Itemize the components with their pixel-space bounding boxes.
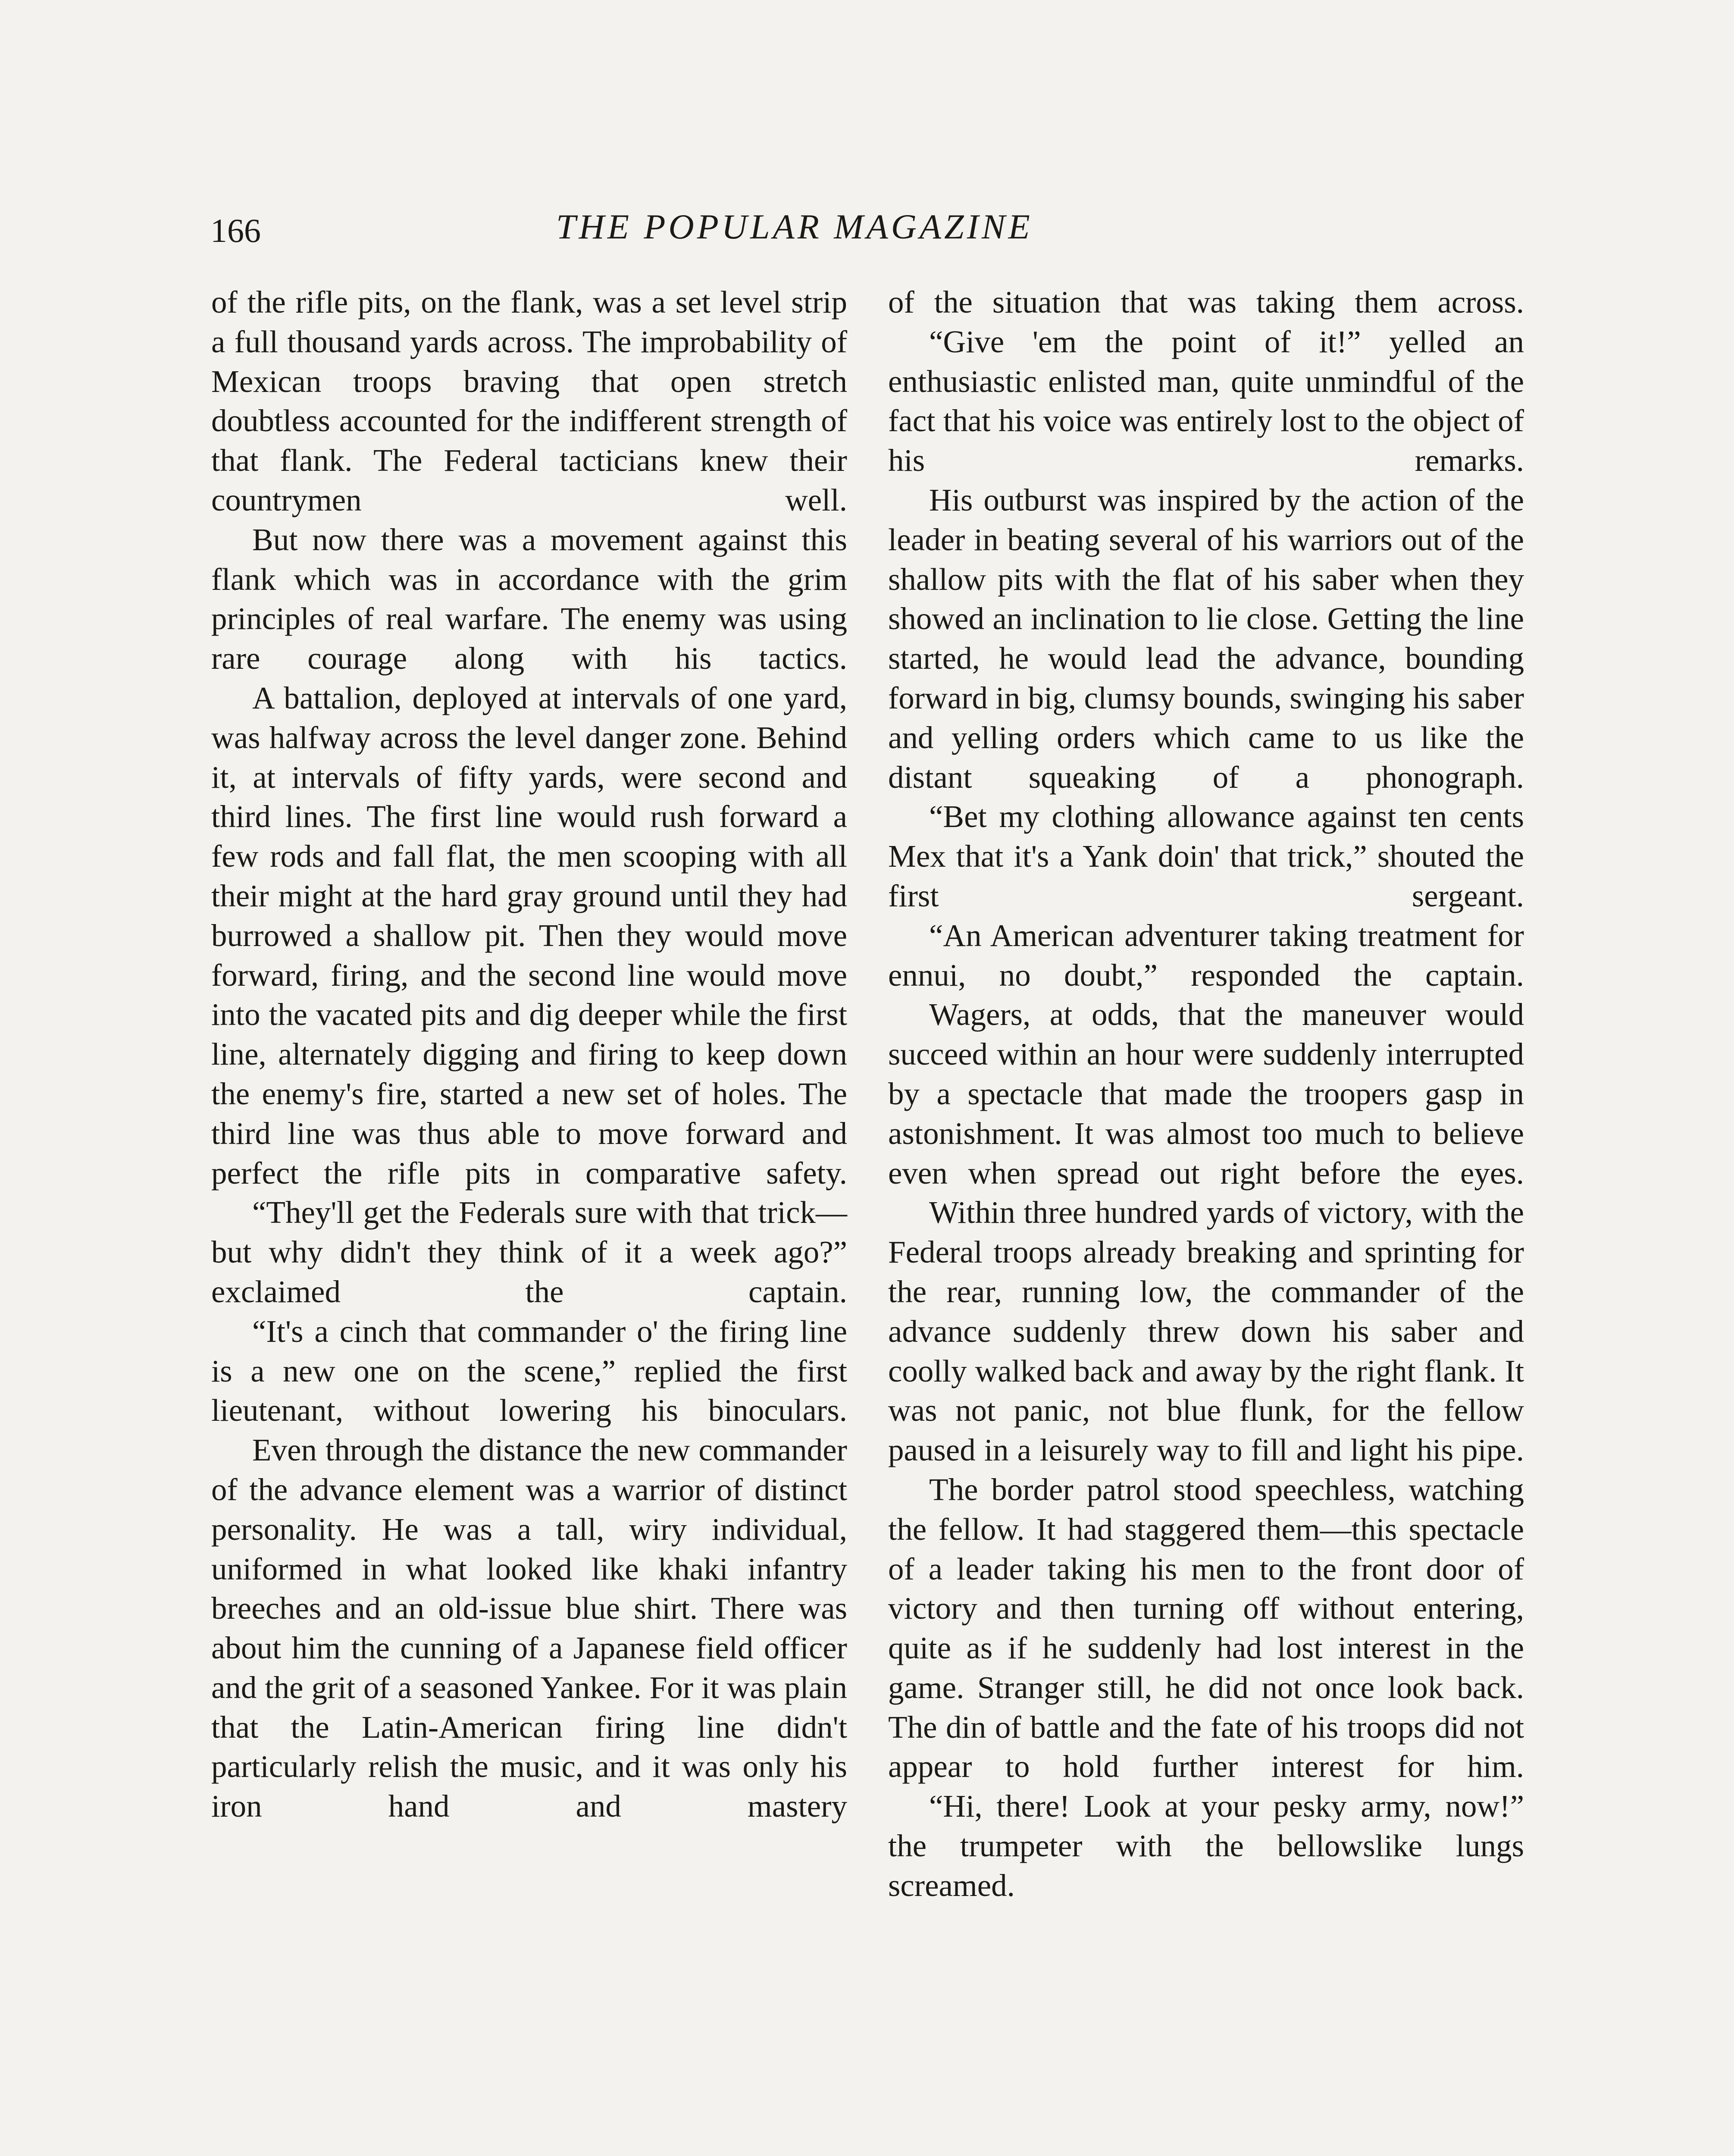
paragraph: “An American adventurer taking treatment for ennui, no doubt,” responded the captain.: [888, 918, 1524, 993]
paragraph: His outburst was inspired by the action of the leader in beating several of his warriors out of the shallow pits with the flat of his saber when they showed an inclination to lie close. Getting the line started, he would lead the advance, bounding forward in big, clumsy bounds, swinging his saber and yelling orders which came to us like the distant squeaking of a phonograph.: [888, 482, 1524, 795]
left-column: [211, 282, 847, 1826]
page-number: 166: [210, 212, 261, 249]
paragraph: “It's a cinch that commander o' the firing line is a new one on the scene,” replied the first lieutenant, without lowering his binoculars.: [211, 1313, 847, 1428]
paragraph: Wagers, at odds, that the maneuver would succeed within an hour were suddenly interrupted by a spectacle that made the troopers gasp in astonishment. It was almost too much to believe even when spread out right before the eyes.: [888, 997, 1524, 1191]
paragraph: Within three hundred yards of victory, with the Federal troops already breaking and sprinting for the rear, running low, the commander of the advance suddenly threw down his saber and coolly walked back and away by the right flank. It was not panic, not blue flunk, for the fellow paused in a leisurely way to fill and light his pipe.: [888, 1195, 1524, 1468]
page-header: [198, 203, 1535, 254]
paragraph: of the rifle pits, on the flank, was a set level strip a full thousand yards across. The improbability of Mexican troops braving that open stretch doubtless accounted for the indifferent strength of that flank. The Federal tacticians knew their countrymen well.: [211, 285, 847, 517]
paragraph: Even through the distance the new commander of the advance element was a warrior of distinct personality. He was a tall, wiry individual, uniformed in what looked like khaki infantry breeches and an old-issue blue shirt. There was about him the cunning of a Japanese field officer and the grit of a seasoned Yankee. For it was plain that the Latin-American firing line didn't particularly relish the music, and it was only his iron hand and mastery: [211, 1432, 847, 1824]
paragraph: “Bet my clothing allowance against ten cents Mex that it's a Yank doin' that trick,” shouted the first sergeant.: [888, 799, 1524, 913]
paragraph: of the situation that was taking them across.: [888, 285, 1524, 320]
paragraph: “They'll get the Federals sure with that trick—but why didn't they think of it a week ago?” exclaimed the captain.: [211, 1195, 847, 1309]
paragraph: The border patrol stood speechless, watching the fellow. It had staggered them—this spectacle of a leader taking his men to the front door of victory and then turning off without entering, quite as if he suddenly had lost interest in the game. Stranger still, he did not once look back. The din of battle and the fate of his troops did not appear to hold further interest for him.: [888, 1472, 1524, 1784]
running-title: THE POPULAR MAGAZINE: [556, 207, 1033, 246]
right-column: [888, 282, 1524, 1905]
paragraph: But now there was a movement against this flank which was in accordance with the grim principles of real warfare. The enemy was using rare courage along with his tactics.: [211, 522, 847, 676]
paragraph: “Give 'em the point of it!” yelled an enthusiastic enlisted man, quite unmindful of the fact that his voice was entirely lost to the object of his remarks.: [888, 324, 1524, 478]
paragraph: “Hi, there! Look at your pesky army, now!” the trumpeter with the bellowslike lungs screamed.: [888, 1789, 1524, 1903]
paragraph: A battalion, deployed at intervals of one yard, was halfway across the level danger zone. Behind it, at intervals of fifty yards, were second and third lines. The first line would rush forward a few rods and fall flat, the men scooping with all their might at the hard gray ground until they had burrowed a shallow pit. Then they would move forward, firing, and the second line would move into the vacated pits and dig deeper while the first line, alternately digging and firing to keep down the enemy's fire, started a new set of holes. The third line was thus able to move forward and perfect the rifle pits in comparative safety.: [211, 680, 847, 1191]
